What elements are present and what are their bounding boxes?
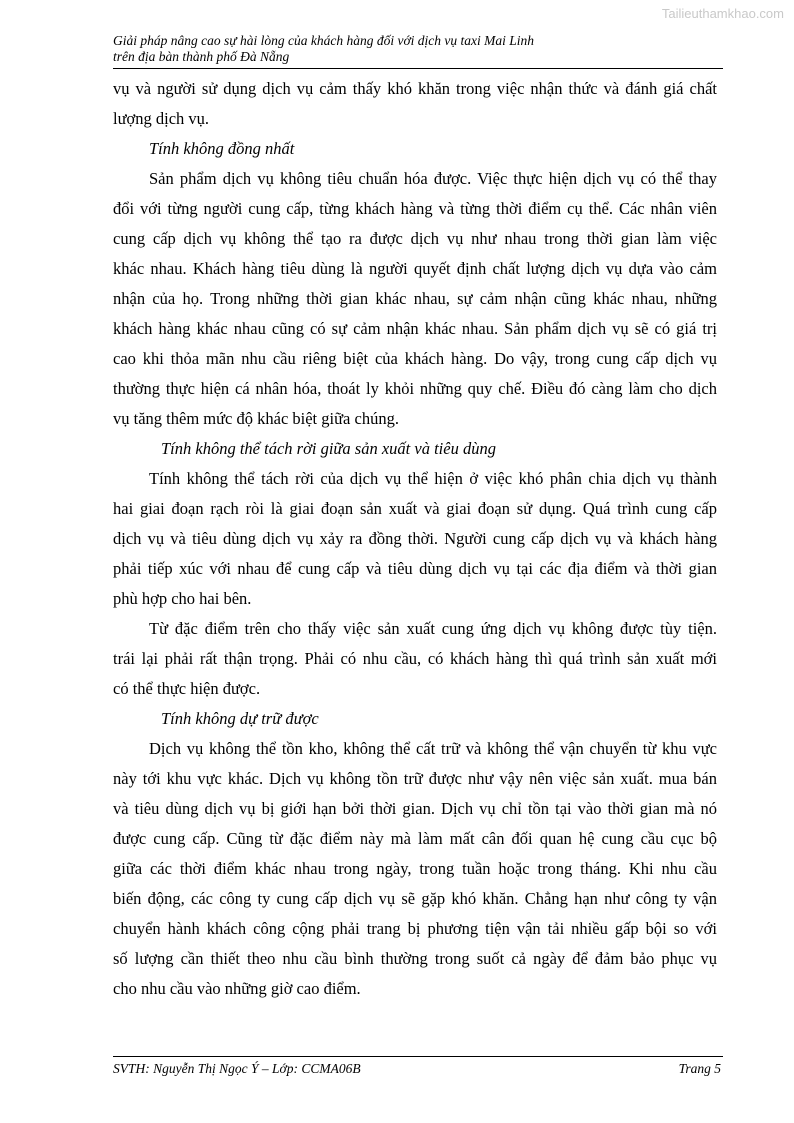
running-header	[113, 33, 723, 65]
text-line: hai giai đoạn rạch ròi là giai đoạn sản xuất và giai đoạn sử dụng. Quá trình cung cấp	[113, 499, 717, 518]
paragraph-continuation	[113, 74, 717, 134]
text-line: Tính không thể tách rời của dịch vụ thể hiện ở việc khó phân chia dịch vụ thành	[149, 469, 717, 488]
text-line: cho nhu cầu vào những giờ cao điểm.	[113, 979, 361, 998]
document-body	[113, 74, 717, 1004]
text-line: phù hợp cho hai bên.	[113, 589, 252, 608]
text-line: được cung cấp. Cũng từ đặc điểm này mà làm mất cân đối quan hệ cung cầu cục bộ	[113, 829, 717, 848]
text-line: chuyển hành khách công cộng phải trang bị phương tiện vận tải nhiều gấp bội so với	[113, 919, 717, 938]
page-number: Trang 5	[678, 1061, 721, 1076]
text-line: này tới khu vực khác. Dịch vụ không tồn trữ được như vậy nên việc sản xuất. mua bán	[113, 769, 717, 788]
header-divider	[113, 68, 723, 69]
text-line: thường thực hiện cá nhân hóa, thoát ly khỏi những quy chế. Điều đó càng làm cho dịch	[113, 379, 717, 398]
section-heading-perishability: Tính không dự trữ được	[161, 709, 319, 728]
text-line: Từ đặc điểm trên cho thấy việc sản xuất cung ứng dịch vụ không được tùy tiện.	[149, 619, 717, 638]
text-line: khác nhau. Khách hàng tiêu dùng là người quyết định chất lượng dịch vụ dựa vào cảm	[113, 259, 717, 278]
text-line: biến động, các công ty cung cấp dịch vụ sẽ gặp khó khăn. Chẳng hạn như công ty vận	[113, 889, 717, 908]
text-line: vụ tăng thêm mức độ khác biệt giữa chúng.	[113, 409, 399, 428]
text-line: cao khi thỏa mãn nhu cầu riêng biệt của khách hàng. Do vậy, trong cung cấp dịch vụ	[113, 349, 717, 368]
footer-author: SVTH: Nguyễn Thị Ngọc Ý – Lớp: CCMA06B	[113, 1061, 361, 1076]
section-heading-heterogeneity: Tính không đồng nhất	[149, 139, 295, 158]
text-line: số lượng cần thiết theo nhu cầu bình thường trong suốt cả ngày để đảm bảo phục vụ	[113, 949, 717, 968]
footer-divider	[113, 1056, 723, 1057]
text-line: có thể thực hiện được.	[113, 679, 261, 698]
text-line: lượng dịch vụ.	[113, 109, 210, 128]
header-title-line-2: trên địa bàn thành phố Đà Nẵng	[113, 49, 290, 64]
text-line: vụ và người sử dụng dịch vụ cảm thấy khó khăn trong việc nhận thức và đánh giá chất	[113, 79, 717, 98]
watermark: Tailieuthamkhao.com	[661, 6, 784, 21]
section-heading-inseparability: Tính không thể tách rời giữa sản xuất và tiêu dùng	[161, 439, 496, 458]
text-line: Sản phẩm dịch vụ không tiêu chuẩn hóa được. Việc thực hiện dịch vụ có thể thay	[149, 169, 717, 188]
paragraph-inseparability	[113, 464, 717, 614]
header-title-line-1: Giải pháp nâng cao sự hài lòng của khách hàng đối với dịch vụ taxi Mai Linh	[113, 33, 535, 48]
text-line: giữa các thời điểm khác nhau trong ngày, trong tuần hoặc trong tháng. Khi nhu cầu	[113, 859, 717, 878]
text-line: phải tiếp xúc với nhau để cung cấp và tiêu dùng dịch vụ tại các địa điểm và thời gian	[113, 559, 717, 578]
text-line: trái lại phải rất thận trọng. Phải có nhu cầu, có khách hàng thì quá trình sản xuất mới	[113, 649, 717, 668]
text-line: khách hàng khác nhau cũng có sự cảm nhận khác nhau. Sản phẩm dịch vụ sẽ có giá trị	[113, 319, 717, 338]
text-line: Dịch vụ không thể tồn kho, không thể cất trữ và không thể vận chuyển từ khu vực	[149, 739, 717, 758]
text-line: dịch vụ và tiêu dùng dịch vụ xảy ra đồng thời. Người cung cấp dịch vụ và khách hàng	[113, 529, 717, 548]
paragraph-consequence	[113, 614, 717, 704]
paragraph-heterogeneity	[113, 164, 717, 434]
text-line: cung cấp dịch vụ không thể tạo ra được dịch vụ như nhau trong thời gian làm việc	[113, 229, 717, 248]
page-footer	[113, 1060, 721, 1078]
paragraph-perishability	[113, 734, 717, 1004]
text-line: và tiêu dùng dịch vụ bị giới hạn bởi thời gian. Dịch vụ chỉ tồn tại vào thời gian mà nó	[113, 799, 717, 818]
text-line: nhận của họ. Trong những thời gian khác nhau, sự cảm nhận cũng khác nhau, những	[113, 289, 717, 308]
text-line: đổi với từng người cung cấp, từng khách hàng và từng thời điểm cụ thể. Các nhân viên	[113, 199, 717, 218]
